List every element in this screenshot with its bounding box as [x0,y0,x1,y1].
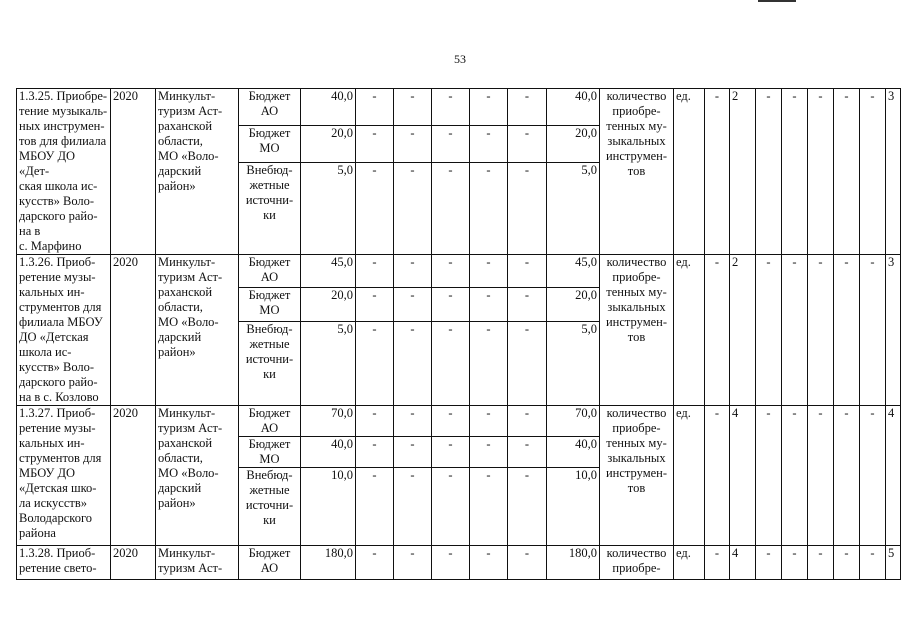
indicator-value: - [834,255,860,406]
year-value: - [508,437,547,468]
year-value: - [432,89,470,126]
executor: Минкульт- туризм Аст- [156,546,239,580]
year-value: - [394,321,432,405]
unit: ед. [674,546,705,580]
total: 45,0 [547,255,600,288]
year: 2020 [111,255,156,406]
year: 2020 [111,546,156,580]
table-row [17,406,901,437]
table-row [17,89,901,126]
year-value: - [432,406,470,437]
amount: 40,0 [301,89,356,126]
year-value: - [356,406,394,437]
indicator-value: 3 [886,89,901,255]
indicator-value: - [756,255,782,406]
year-value: - [394,546,432,580]
year-value: - [508,468,547,546]
total: 20,0 [547,288,600,321]
indicator-value: - [860,406,886,546]
year-value: - [432,546,470,580]
year-value: - [356,546,394,580]
year-value: - [394,468,432,546]
funding-source: Внебюд- жетные источни- ки [239,321,301,405]
year-value: - [394,125,432,162]
executor: Минкульт- туризм Аст- раханской области, МО «Воло- дарский район» [156,255,239,406]
indicator-value: 4 [730,406,756,546]
indicator-value: - [860,255,886,406]
amount: 5,0 [301,162,356,255]
table-row [17,546,901,580]
amount: 5,0 [301,321,356,405]
indicator-value: - [808,89,834,255]
activity-name: 1.3.25. Приобре- тение музыкаль- ных инструмен- тов для филиала МБОУ ДО «Дет- ская школа ис- кусств» Воло- дарского райо- на в с. Марфино [17,89,111,255]
year-value: - [356,321,394,405]
unit: ед. [674,255,705,406]
year-value: - [470,255,508,288]
amount: 45,0 [301,255,356,288]
year-value: - [356,162,394,255]
year-value: - [508,288,547,321]
year-value: - [394,437,432,468]
indicator-value: - [808,406,834,546]
year-value: - [470,406,508,437]
year-value: - [470,546,508,580]
activity-name: 1.3.27. Приоб- ретение музы- кальных ин- струментов для МБОУ ДО «Детская шко- ла искусств» Володарского района [17,406,111,546]
year-value: - [394,89,432,126]
year-value: - [470,437,508,468]
year-value: - [356,89,394,126]
indicator-value: 4 [730,546,756,580]
amount: 20,0 [301,125,356,162]
indicator-value: 3 [886,255,901,406]
indicator-value: 5 [886,546,901,580]
year-value: - [432,321,470,405]
amount: 40,0 [301,437,356,468]
year: 2020 [111,406,156,546]
year-value: - [470,321,508,405]
year-value: - [394,255,432,288]
indicator-value: - [860,546,886,580]
indicator-value: 4 [886,406,901,546]
indicator-value: - [705,255,730,406]
indicator-value: - [860,89,886,255]
total: 5,0 [547,162,600,255]
total: 20,0 [547,125,600,162]
funding-source: Бюджет АО [239,89,301,126]
year-value: - [356,288,394,321]
unit: ед. [674,89,705,255]
year-value: - [470,468,508,546]
indicator-value: - [705,546,730,580]
indicator-value: - [705,406,730,546]
year-value: - [508,162,547,255]
indicator-value: - [834,406,860,546]
funding-source: Бюджет МО [239,288,301,321]
year-value: - [394,288,432,321]
year-value: - [432,125,470,162]
funding-source: Бюджет МО [239,125,301,162]
year-value: - [356,468,394,546]
indicator: количество приобре- тенных му- зыкальных инструмен- тов [600,255,674,406]
indicator: количество приобре- [600,546,674,580]
year-value: - [470,288,508,321]
indicator: количество приобре- тенных му- зыкальных инструмен- тов [600,406,674,546]
executor: Минкульт- туризм Аст- раханской области, МО «Воло- дарский район» [156,89,239,255]
year-value: - [356,255,394,288]
indicator-value: - [834,89,860,255]
funding-source: Внебюд- жетные источни- ки [239,162,301,255]
unit: ед. [674,406,705,546]
year-value: - [356,437,394,468]
indicator-value: - [782,406,808,546]
year-value: - [508,321,547,405]
indicator-value: 2 [730,255,756,406]
year-value: - [470,162,508,255]
table-row [17,255,901,288]
year-value: - [394,162,432,255]
total: 180,0 [547,546,600,580]
executor: Минкульт- туризм Аст- раханской области, МО «Воло- дарский район» [156,406,239,546]
indicator-value: - [782,255,808,406]
budget-table [16,88,901,580]
indicator-value: - [705,89,730,255]
year-value: - [432,162,470,255]
indicator-value: 2 [730,89,756,255]
indicator-value: - [756,89,782,255]
total: 40,0 [547,437,600,468]
year-value: - [470,125,508,162]
activity-name: 1.3.28. Приоб- ретение свето- [17,546,111,580]
total: 10,0 [547,468,600,546]
funding-source: Бюджет АО [239,255,301,288]
indicator-value: - [808,546,834,580]
amount: 70,0 [301,406,356,437]
year-value: - [470,89,508,126]
scan-mark [758,0,796,2]
year-value: - [432,288,470,321]
page-number: 53 [454,52,466,66]
year-value: - [508,89,547,126]
indicator: количество приобре- тенных му- зыкальных инструмен- тов [600,89,674,255]
funding-source: Бюджет АО [239,546,301,580]
year-value: - [394,406,432,437]
funding-source: Бюджет МО [239,437,301,468]
indicator-value: - [834,546,860,580]
total: 70,0 [547,406,600,437]
amount: 180,0 [301,546,356,580]
year-value: - [508,255,547,288]
year-value: - [508,406,547,437]
amount: 20,0 [301,288,356,321]
indicator-value: - [756,406,782,546]
total: 40,0 [547,89,600,126]
amount: 10,0 [301,468,356,546]
year-value: - [432,437,470,468]
year-value: - [432,468,470,546]
total: 5,0 [547,321,600,405]
indicator-value: - [756,546,782,580]
year: 2020 [111,89,156,255]
indicator-value: - [808,255,834,406]
year-value: - [508,546,547,580]
funding-source: Бюджет АО [239,406,301,437]
year-value: - [356,125,394,162]
indicator-value: - [782,546,808,580]
year-value: - [432,255,470,288]
funding-source: Внебюд- жетные источни- ки [239,468,301,546]
indicator-value: - [782,89,808,255]
year-value: - [508,125,547,162]
activity-name: 1.3.26. Приоб- ретение музы- кальных ин- струментов для филиала МБОУ ДО «Детская школа ис- кусств» Воло- дарского райо- на в с. Козлово [17,255,111,406]
